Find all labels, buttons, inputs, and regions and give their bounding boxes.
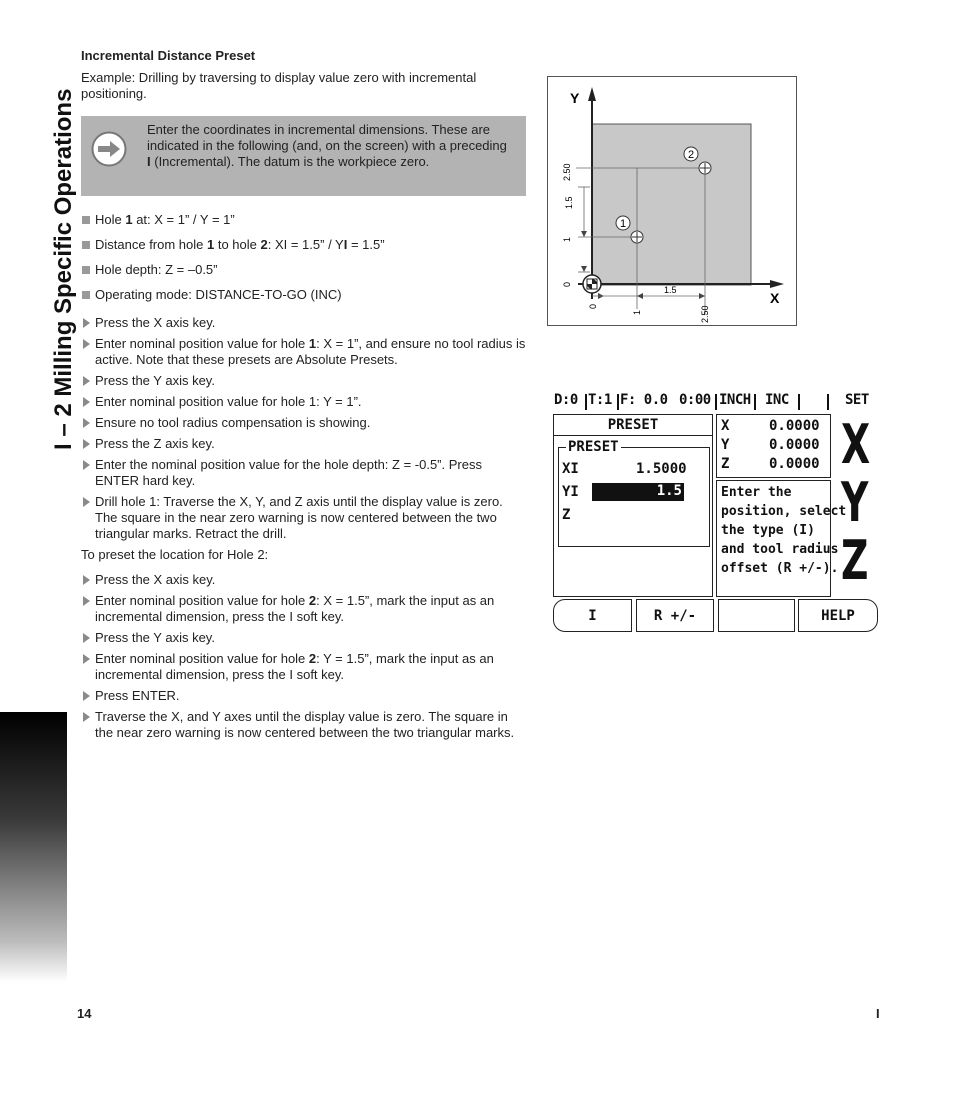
axis-key-x[interactable]: X [841, 413, 871, 476]
axis-key-y[interactable]: Y [841, 471, 869, 534]
position-display [716, 414, 831, 478]
axis-y-label: Y [570, 90, 580, 106]
position-axis: Y [721, 437, 730, 453]
step-item: Enter nominal position value for hole 1: Y = 1”. [81, 394, 526, 410]
y-tick-label: 0 [562, 281, 572, 287]
dim-arrow [581, 231, 587, 237]
side-gradient-tab [0, 712, 67, 982]
bullet-operating-mode: Operating mode: DISTANCE-TO-GO (INC) [81, 287, 526, 303]
softkey-incremental[interactable]: I [553, 599, 632, 632]
status-feed: F: 0.0 [620, 392, 668, 408]
position-value: 0.0000 [769, 456, 820, 472]
help-line: Enter the [721, 485, 792, 500]
preset-row-label: XI [562, 461, 579, 477]
step-item: Enter nominal position value for hole 2: Y = 1.5”, mark the input as an incremental dimension, press the I soft key. [81, 651, 526, 683]
step-item: Press the Y axis key. [81, 373, 526, 389]
x-axis-arrow [770, 280, 784, 288]
status-time: 0:00 [679, 392, 711, 408]
intro-text: Example: Drilling by traversing to display value zero with incremental positioning. [81, 70, 477, 101]
step-item: Press the Y axis key. [81, 630, 526, 646]
dro-screen [551, 392, 881, 637]
bullet-hole-depth: Hole depth: Z = –0.5” [81, 262, 526, 278]
preset-row-label: YI [562, 484, 579, 500]
workpiece [592, 124, 751, 285]
section-heading: Incremental Distance Preset [81, 48, 256, 63]
step-item: Enter nominal position value for hole 2: X = 1.5”, mark the input as an incremental dimension, press the I soft key. [81, 593, 526, 625]
preset-group-label: PRESET [568, 439, 619, 455]
step-item: Drill hole 1: Traverse the X, Y, and Z axis until the display value is zero. The square in the near zero warning is now centered between the two triangular marks. Retract the drill. [81, 494, 526, 542]
side-title: I – 2 Milling Specific Operations [50, 88, 77, 450]
bullet-hole-1: Hole 1 at: X = 1” / Y = 1” [81, 212, 526, 228]
preset-title: PRESET [554, 415, 712, 436]
preset-y-input[interactable]: 1.5 [592, 483, 684, 501]
step-item: Press the X axis key. [81, 572, 526, 588]
status-divider [617, 394, 619, 410]
dim-arrow [637, 293, 643, 299]
y-axis-arrow [588, 87, 596, 101]
position-value: 0.0000 [769, 437, 820, 453]
y-tick-label: 1 [562, 236, 572, 242]
status-mode: INC [765, 392, 789, 408]
preset-dialog [553, 414, 713, 597]
step-item: Enter the nominal position value for the hole depth: Z = -0.5”. Press ENTER hard key. [81, 457, 526, 489]
x-tick-label: 0 [588, 303, 598, 309]
status-datum: D:0 [554, 392, 578, 408]
help-box [716, 480, 847, 597]
softkey-help[interactable]: HELP [798, 599, 878, 632]
hole-diagram [547, 76, 797, 326]
help-line: and tool radius [721, 542, 839, 557]
step-item: Press ENTER. [81, 688, 526, 704]
step-item: Press the X axis key. [81, 315, 526, 331]
status-units: INCH [719, 392, 751, 408]
bullet-distance: Distance from hole 1 to hole 2: XI = 1.5” / YI = 1.5” [81, 237, 526, 253]
status-set: SET [845, 392, 869, 408]
help-line: offset (R +/-). [721, 561, 839, 576]
status-divider [715, 394, 717, 410]
position-axis: Z [721, 456, 730, 472]
status-divider [827, 394, 829, 410]
x-tick-label: 1 [632, 309, 642, 315]
main-column [81, 48, 526, 746]
status-divider [754, 394, 756, 410]
chapter-marker: I [876, 1006, 880, 1021]
hole-2-label: 2 [687, 149, 695, 161]
step-item: Traverse the X, and Y axes until the display value is zero. The square in the near zero warning is now centered between the two triangular marks. [81, 709, 526, 741]
x-tick-label: 2.50 [700, 305, 710, 323]
y-tick-label: 1.5 [564, 196, 574, 209]
diagram-svg [548, 77, 796, 325]
preset-x-value[interactable]: 1.5000 [636, 461, 687, 477]
note-box [81, 116, 526, 196]
status-divider [585, 394, 587, 410]
axis-x-label: X [770, 290, 780, 306]
step-item: Ensure no tool radius compensation is showing. [81, 415, 526, 431]
note-text: Enter the coordinates in incremental dimensions. These are indicated in the following (and, on the screen) with a preceding I (Incremental). The datum is the workpiece zero. [147, 122, 507, 169]
axis-key-z[interactable]: Z [841, 529, 869, 592]
step-item: Press the Z axis key. [81, 436, 526, 452]
softkey-radius[interactable]: R +/- [636, 599, 714, 632]
softkey-blank[interactable] [718, 599, 795, 632]
side-strip [0, 0, 77, 1093]
dim-arrow [699, 293, 705, 299]
x-dim-label: 1.5 [664, 285, 677, 295]
help-line: position, select [721, 504, 847, 519]
status-divider [798, 394, 800, 410]
position-axis: X [721, 418, 730, 434]
page-number: 14 [77, 1006, 92, 1021]
hole-1-label: 1 [619, 218, 627, 230]
position-value: 0.0000 [769, 418, 820, 434]
dim-arrow [581, 266, 587, 272]
help-line: the type (I) [721, 523, 815, 538]
arrow-right-icon [91, 131, 127, 167]
status-tool: T:1 [588, 392, 612, 408]
y-tick-label: 2.50 [562, 163, 572, 181]
preset-row-label: Z [562, 507, 571, 523]
step-item: Enter nominal position value for hole 1: X = 1”, and ensure no tool radius is active. Note that these presets are Absolute Presets. [81, 336, 526, 368]
hole2-intro: To preset the location for Hole 2: [81, 547, 269, 562]
